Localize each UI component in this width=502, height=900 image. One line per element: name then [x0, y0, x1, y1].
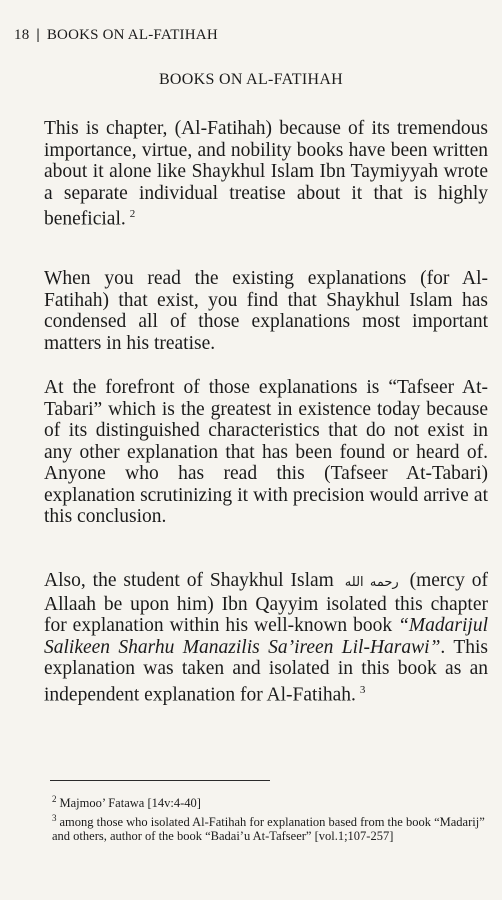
- footnote-divider: [50, 780, 270, 781]
- arabic-honorific: رحمه الله: [344, 575, 399, 590]
- footnote-ref-2[interactable]: 2: [129, 208, 136, 220]
- paragraph-text-part3: . This explanation was taken and isolated in this book as an independent explanation for Al-Fatihah.: [44, 636, 488, 705]
- footnote-text: Majmoo’ Fatawa [14v:4-40]: [59, 796, 201, 811]
- footnote-2: [52, 792, 488, 811]
- paragraph-text: When you read the existing explanations (for Al-Fatihah) that exist, you find that Shaykhul Islam has condensed all of those explanations most important matters in his treatise.: [44, 268, 488, 354]
- paragraph-4: [44, 570, 488, 706]
- page-number: 18: [14, 27, 30, 43]
- footnotes: [52, 792, 488, 844]
- header-separator: |: [36, 27, 40, 43]
- chapter-title: BOOKS ON AL-FATIHAH: [158, 71, 344, 88]
- footnote-number: 2: [52, 794, 57, 804]
- footnote-ref-3[interactable]: 3: [359, 683, 366, 696]
- book-title: “Madarijul Salikeen Sharhu Manazilis Sa’ireen Lil-Harawi”: [44, 615, 488, 658]
- paragraph-3: [44, 377, 488, 528]
- running-header: [14, 27, 218, 44]
- footnote-text: among those who isolated Al-Fatihah for explanation based from the book “Madarij” and others, author of the book “Badai’u At-Tafseer” [vol.1;107-257]: [52, 814, 485, 844]
- running-title: BOOKS ON AL-FATIHAH: [46, 27, 218, 43]
- paragraph-text-part1: Also, the student of Shaykhul Islam: [44, 570, 334, 591]
- paragraph-2: [44, 268, 488, 354]
- paragraph-text-part2: (mercy of Allaah be upon him) Ibn Qayyim isolated this chapter for explanation within his well-known book: [44, 570, 489, 636]
- footnote-3: [52, 811, 488, 844]
- paragraph-text: At the forefront of those explanations is “Tafseer At-Tabari” which is the greatest in existence today because of its distinguished characteristics that do not exist in any other explanation that has been found or heard of. Anyone who has read this (Tafseer At-Tabari) explanation scrutinizing it with precision would arrive at this conclusion.: [44, 377, 488, 527]
- footnote-number: 3: [52, 812, 57, 823]
- paragraph-1: [44, 118, 488, 230]
- paragraph-text: This is chapter, (Al-Fatihah) because of its tremendous importance, virtue, and nobility books have been written about it alone like Shaykhul Islam Ibn Taymiyyah wrote a separate individual treatise about it that is highly beneficial.: [44, 118, 488, 230]
